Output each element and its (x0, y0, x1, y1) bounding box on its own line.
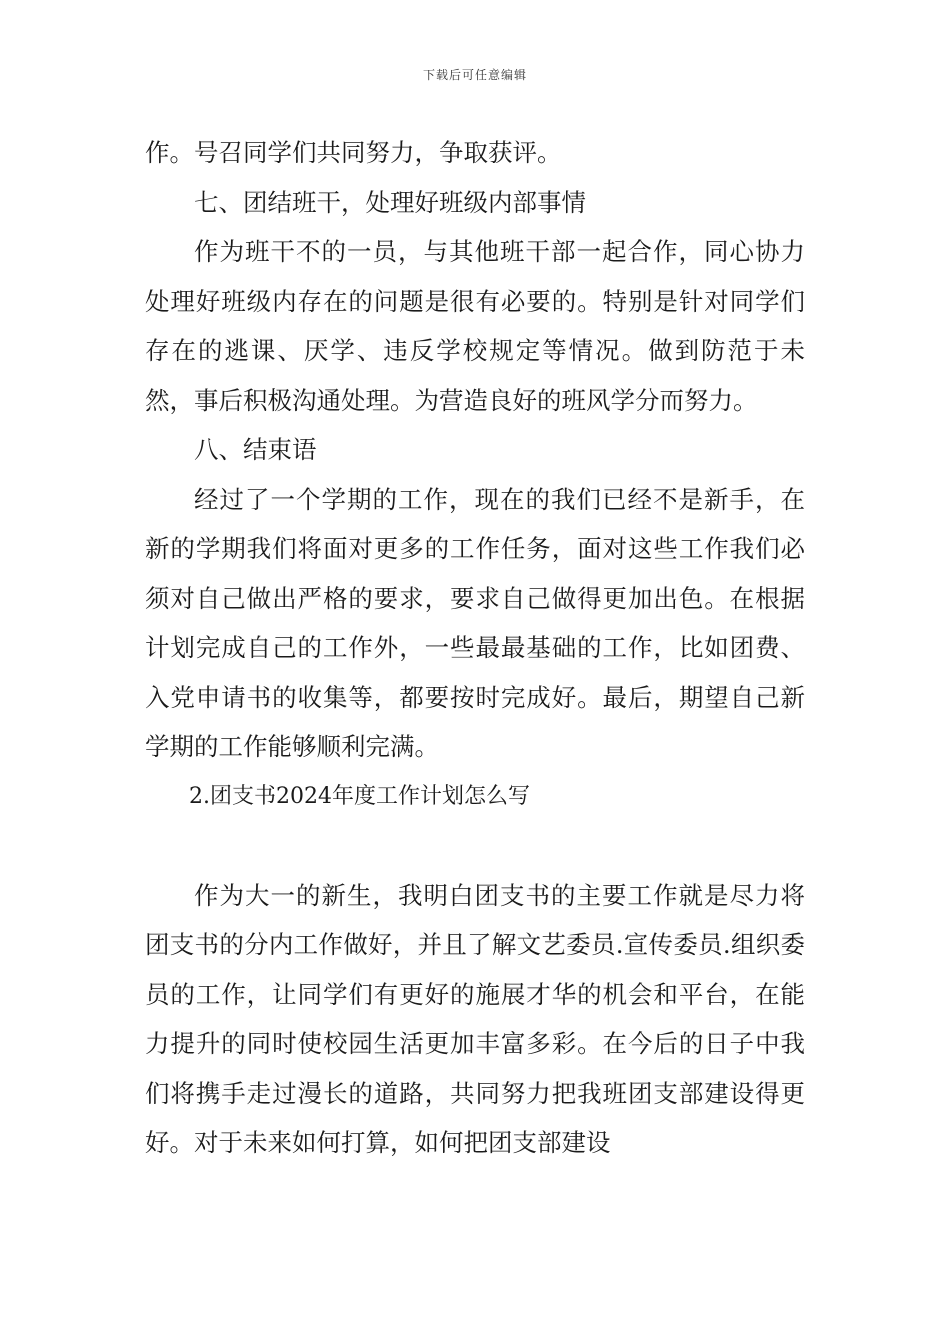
section-heading-7: 七、团结班干，处理好班级内部事情 (194, 187, 586, 217)
section-heading-8: 八、结束语 (194, 435, 317, 464)
article-heading-2: 2.团支书2024年度工作计划怎么写 (189, 783, 530, 809)
document-body (145, 128, 805, 1168)
paragraph-section-7: 作为班干不的一员，与其他班干部一起合作，同心协力处理好班级内存在的问题是很有必要的。特别是针对同学们存在的逃课、厌学、违反学校规定等情况。做到防范于未然，事后积极沟通处理。为营造良好的班风学分而努力。 (145, 237, 805, 415)
paragraph-section-8: 经过了一个学期的工作，现在的我们已经不是新手，在新的学期我们将面对更多的工作任务，面对这些工作我们必须对自己做出严格的要求，要求自己做得更加出色。在根据计划完成自己的工作外，一些最最基础的工作，比如团费、入党申请书的收集等，都要按时完成好。最后，期望自己新学期的工作能够顺利完满。 (145, 484, 805, 761)
paragraph-continuation: 作。号召同学们共同努力，争取获评。 (145, 138, 562, 167)
blank-line (145, 821, 805, 871)
paragraph-article-2: 作为大一的新生，我明白团支书的主要工作就是尽力将团支书的分内工作做好，并且了解文艺委员.宣传委员.组织委员的工作，让同学们有更好的施展才华的机会和平台，在能力提升的同时使校园生活更加丰富多彩。在今后的日子中我们将携手走过漫长的道路，共同努力把我班团支部建设得更好。对于未来如何打算，如何把团支部建设 (145, 880, 805, 1157)
header-note: 下载后可任意编辑 (422, 68, 527, 82)
